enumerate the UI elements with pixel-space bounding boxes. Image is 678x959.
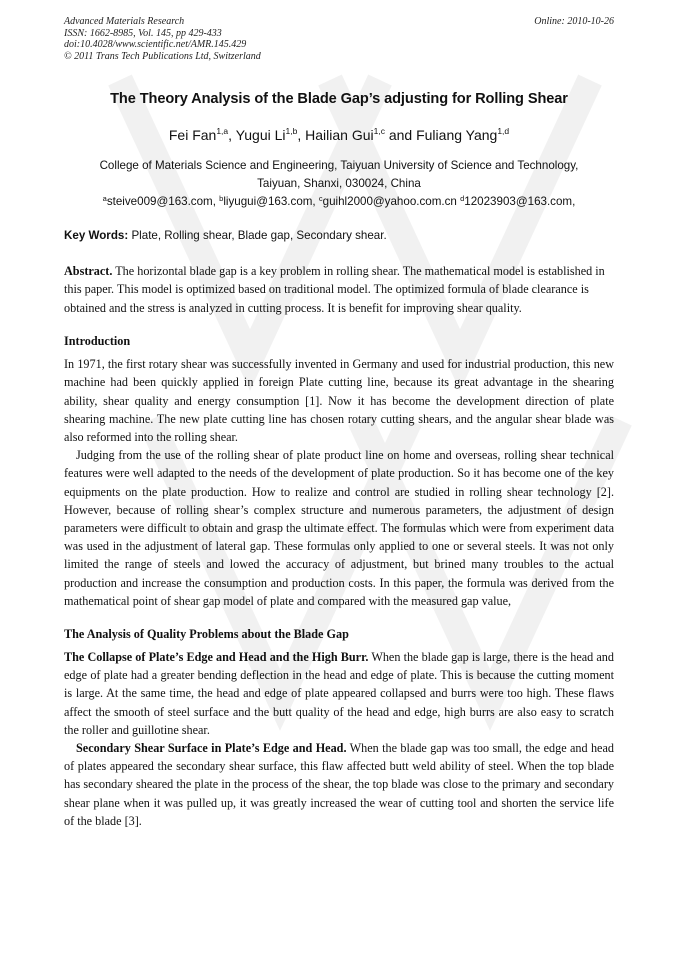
paper-title: The Theory Analysis of the Blade Gap’s adjusting for Rolling Shear [110, 91, 568, 107]
author-list: Fei Fan$^{1,a}$, Yugui Li$^{1,b}$, Hailian Gui$^{1,c}$ and Fuliang Yang$^{1,d}$ [168, 126, 510, 143]
email-address[interactable]: guihl2000@yahoo.com.cn [322, 195, 461, 208]
author-name: Yugui Li [235, 127, 286, 143]
introduction-body [64, 355, 614, 610]
abstract [64, 262, 614, 317]
abstract-text: The horizontal blade gap is a key problem in rolling shear. The mathematical model is established in this paper. This model is optimized based on traditional model. The optimized formula of blade clearance is obtained and the stress is analyzed in cutting process. It is benefit for improving shear quality. [64, 264, 605, 315]
affiliation-line: Taiyuan, Shanxi, 030024, China [257, 177, 421, 190]
author-name: Hailian Gui [305, 127, 374, 143]
keywords-text: Plate, Rolling shear, Blade gap, Secondary shear. [128, 229, 387, 242]
doi-line[interactable]: doi:10.4028/www.scientific.net/AMR.145.429 [64, 39, 247, 50]
copyright-line: © 2011 Trans Tech Publications Ltd, Switzerland [64, 50, 261, 62]
email-address[interactable]: liyugui@163.com, [223, 195, 319, 208]
email-address[interactable]: 12023903@163.com, [464, 195, 576, 208]
paper-page [64, 16, 614, 830]
author-name: Fuliang Yang [416, 127, 498, 143]
keywords [64, 229, 614, 242]
email-address[interactable]: steive009@163.com, [106, 195, 220, 208]
keywords-label: Key Words: [64, 229, 129, 242]
analysis-body [64, 648, 614, 830]
paragraph: Secondary Shear Surface in Plate’s Edge and Head. When the blade gap was too small, the edge and head of plates appeared the secondary shear surface, this flaw affected butt weld ability of steel. When the top blade has secondary sheared the plate in the process of the shear, the top blade was close to the primary and secondary shear plane when it was pulled up, it was greatly increased the wear of cutting tool and shorten the service life of the blade [3]. [64, 741, 614, 828]
journal-header [64, 16, 614, 62]
paragraph-lead: Secondary Shear Surface in Plate’s Edge and Head. [76, 741, 347, 756]
author-sup: 1,d [497, 126, 510, 136]
author-sup: 1,c [373, 126, 385, 136]
author-sup: 1,b [285, 126, 298, 136]
online-date: Online: 2010-10-26 [534, 16, 614, 27]
section-heading-introduction: Introduction [64, 334, 131, 349]
issn-line: ISSN: 1662-8985, Vol. 145, pp 429-433 [64, 27, 222, 39]
paragraph: Judging from the use of the rolling shear of plate product line on home and overseas, rolling shear technical features were well adapted to the needs of the development of plate production. So it has become one of the key equipments on the plate production. How to realize and control are studied in rolling shear technology [2]. However, because of rolling shear’s complex structure and numerous parameters, the adjustment of design parameters were difficult to obtain and grasp the ultimate effect. The formulas which were from experiment data was used in the adjustment of lateral gap. These formulas only applied to one or several steels. It was not only limited the range of steels and lowed the accuracy of adjustment, but brined many troubles to the actual production and increase the consumption and production costs. In this paper, the formula was derived from the mathematical point of shear gap model of plate and compared with the measured gap value, [64, 448, 614, 608]
affiliation-block [64, 157, 614, 211]
author-name: Fei Fan [168, 127, 217, 143]
author-sup: 1,a [216, 126, 229, 136]
paragraph-lead: The Collapse of Plate’s Edge and Head and the High Burr. [64, 650, 369, 665]
email-line: $^a$steive009@163.com, $^b$liyugui@163.com, $^c$guihl2000@yahoo.com.cn $^d$12023903@163.com, [102, 194, 576, 208]
abstract-label: Abstract. [64, 264, 113, 278]
paragraph: In 1971, the first rotary shear was successfully invented in Germany and used for industrial production, this new machine had been quickly applied in foreign Plate cutting line, because its great advantage in the shearing ability, shear quality and energy consumption [1]. Now it has become the development direction of plate shearing machine. The new plate cutting line has chosen rotary cutting shears, and the angular shear blade was also reformed into the rolling shear. [64, 357, 614, 445]
paragraph: The Collapse of Plate’s Edge and Head and the High Burr. When the blade gap is large, there is the head and edge of plate had a greater bending deflection in the head and edge of plate. This is because the cutting moment is large. At the same time, the head and edge of plate appeared collapsed and burrs were too high. These flaws affect the smooth of steel surface and the butt quality of the head and edge, high burrs are also easy to scratch the roller and guillotine shear. [64, 650, 614, 737]
journal-name: Advanced Materials Research [64, 16, 185, 27]
section-heading-analysis: The Analysis of Quality Problems about the Blade Gap [64, 627, 349, 642]
affiliation-line: College of Materials Science and Engineering, Taiyuan University of Science and Technology, [99, 159, 579, 172]
